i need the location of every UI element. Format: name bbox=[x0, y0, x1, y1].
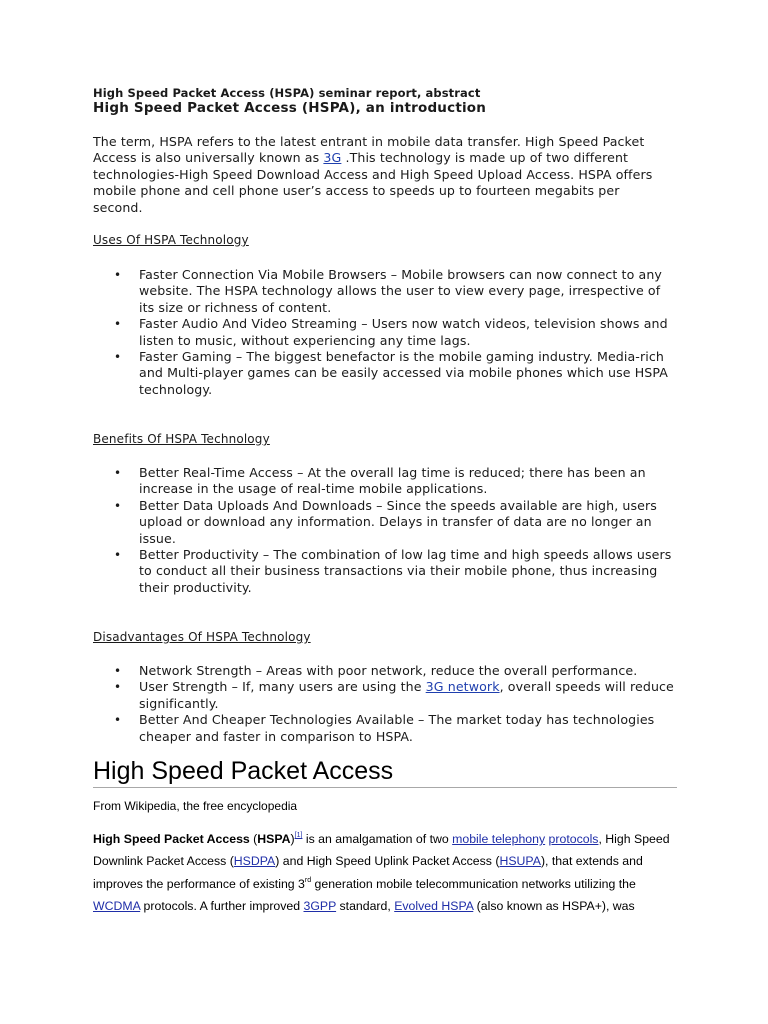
list-item: • Better Data Uploads And Downloads – Since the speeds available are high, users upload or download any information. Delays in transfer of data are no longer an issue. bbox=[114, 497, 657, 546]
list-item: • Better Real-Time Access – At the overall lag time is reduced; there has been an increase in the usage of real-time mobile applications. bbox=[114, 465, 646, 497]
disadvantages-list bbox=[0, 663, 683, 745]
list-item: • Better Productivity – The combination of low lag time and high speeds allows users to conduct all their business transactions via their mobile phone, thus increasing their productivity. bbox=[114, 547, 672, 595]
link-mobile-telephony[interactable]: mobile telephony bbox=[452, 832, 546, 846]
citation-link[interactable]: [1] bbox=[294, 832, 303, 839]
intro-line: second. bbox=[93, 199, 143, 215]
link-3gpp[interactable]: 3GPP bbox=[303, 898, 337, 913]
bullet-icon: • bbox=[114, 680, 122, 695]
benefits-list bbox=[0, 465, 683, 596]
list-item: • Network Strength – Areas with poor network, reduce the overall performance. bbox=[114, 663, 638, 678]
bullet-icon: • bbox=[114, 317, 122, 332]
bullet-icon: • bbox=[114, 350, 122, 365]
report-intro-heading: High Speed Packet Access (HSPA), an introduction bbox=[93, 100, 487, 116]
intro-line: Access is also universally known as 3G .This technology is made up of two different bbox=[93, 150, 629, 166]
wiki-title: High Speed Packet Access bbox=[93, 757, 394, 785]
link-wcdma[interactable]: WCDMA bbox=[93, 898, 141, 913]
link-evolved-hspa[interactable]: Evolved HSPA bbox=[394, 898, 474, 913]
bullet-icon: • bbox=[114, 268, 122, 282]
uses-heading: Uses Of HSPA Technology bbox=[93, 233, 249, 247]
list-item: • Faster Gaming – The biggest benefactor is the mobile gaming industry. Media-rich and Multi-player games can be easily accessed via mobile phones which use HSPA technology. bbox=[114, 349, 668, 397]
disadvantages-heading: Disadvantages Of HSPA Technology bbox=[93, 630, 311, 644]
uses-list bbox=[0, 267, 683, 398]
bullet-icon: • bbox=[114, 548, 122, 563]
report-small-heading: High Speed Packet Access (HSPA) seminar report, abstract bbox=[93, 86, 481, 100]
benefits-heading: Benefits Of HSPA Technology bbox=[93, 432, 270, 446]
link-3g[interactable]: 3G bbox=[323, 150, 342, 166]
link-hsdpa[interactable]: HSDPA bbox=[233, 854, 276, 869]
intro-line: mobile phone and cell phone user’s access to speeds up to fourteen megabits per bbox=[93, 183, 620, 199]
bullet-icon: • bbox=[114, 498, 122, 513]
list-item: • Faster Audio And Video Streaming – Users now watch videos, television shows and listen to music, without experiencing any time lags. bbox=[114, 316, 668, 348]
link-protocols[interactable]: protocols bbox=[548, 832, 599, 846]
wiki-tagline: From Wikipedia, the free encyclopedia bbox=[93, 799, 298, 813]
bullet-icon: • bbox=[114, 664, 122, 678]
intro-line: The term, HSPA refers to the latest entrant in mobile data transfer. High Speed Packet bbox=[93, 134, 645, 149]
intro-line: technologies-High Speed Download Access and High Speed Upload Access. HSPA offers bbox=[93, 166, 653, 182]
list-item: • User Strength – If, many users are using the 3G network, overall speeds will reduce significantly. bbox=[114, 679, 674, 711]
bullet-icon: • bbox=[114, 713, 122, 728]
title-divider bbox=[93, 787, 677, 788]
link-3g-network[interactable]: 3G network bbox=[425, 679, 500, 695]
list-item: • Faster Connection Via Mobile Browsers – Mobile browsers can now connect to any website. The HSPA technology allows the user to view every page, irrespective of its size or richness of content. bbox=[114, 267, 662, 315]
link-hsupa[interactable]: HSUPA bbox=[499, 854, 541, 869]
intro-paragraph bbox=[93, 134, 683, 216]
list-item: • Better And Cheaper Technologies Available – The market today has technologies cheaper and faster in comparison to HSPA. bbox=[114, 712, 655, 744]
bullet-icon: • bbox=[114, 466, 122, 480]
wiki-paragraph: High Speed Packet Access (HSPA)[1] is an amalgamation of two mobile telephony protocols, High Speed Downlink Packet Access (HSDPA) and High Speed Uplink Packet Access (HSUPA), that extends and improves the performance of existing 3rd generation mobile telecommunication networks utilizing the WCDMA protocols. A further improved 3GPP standard, Evolved HSPA (also known as HSPA+), was bbox=[93, 832, 670, 913]
